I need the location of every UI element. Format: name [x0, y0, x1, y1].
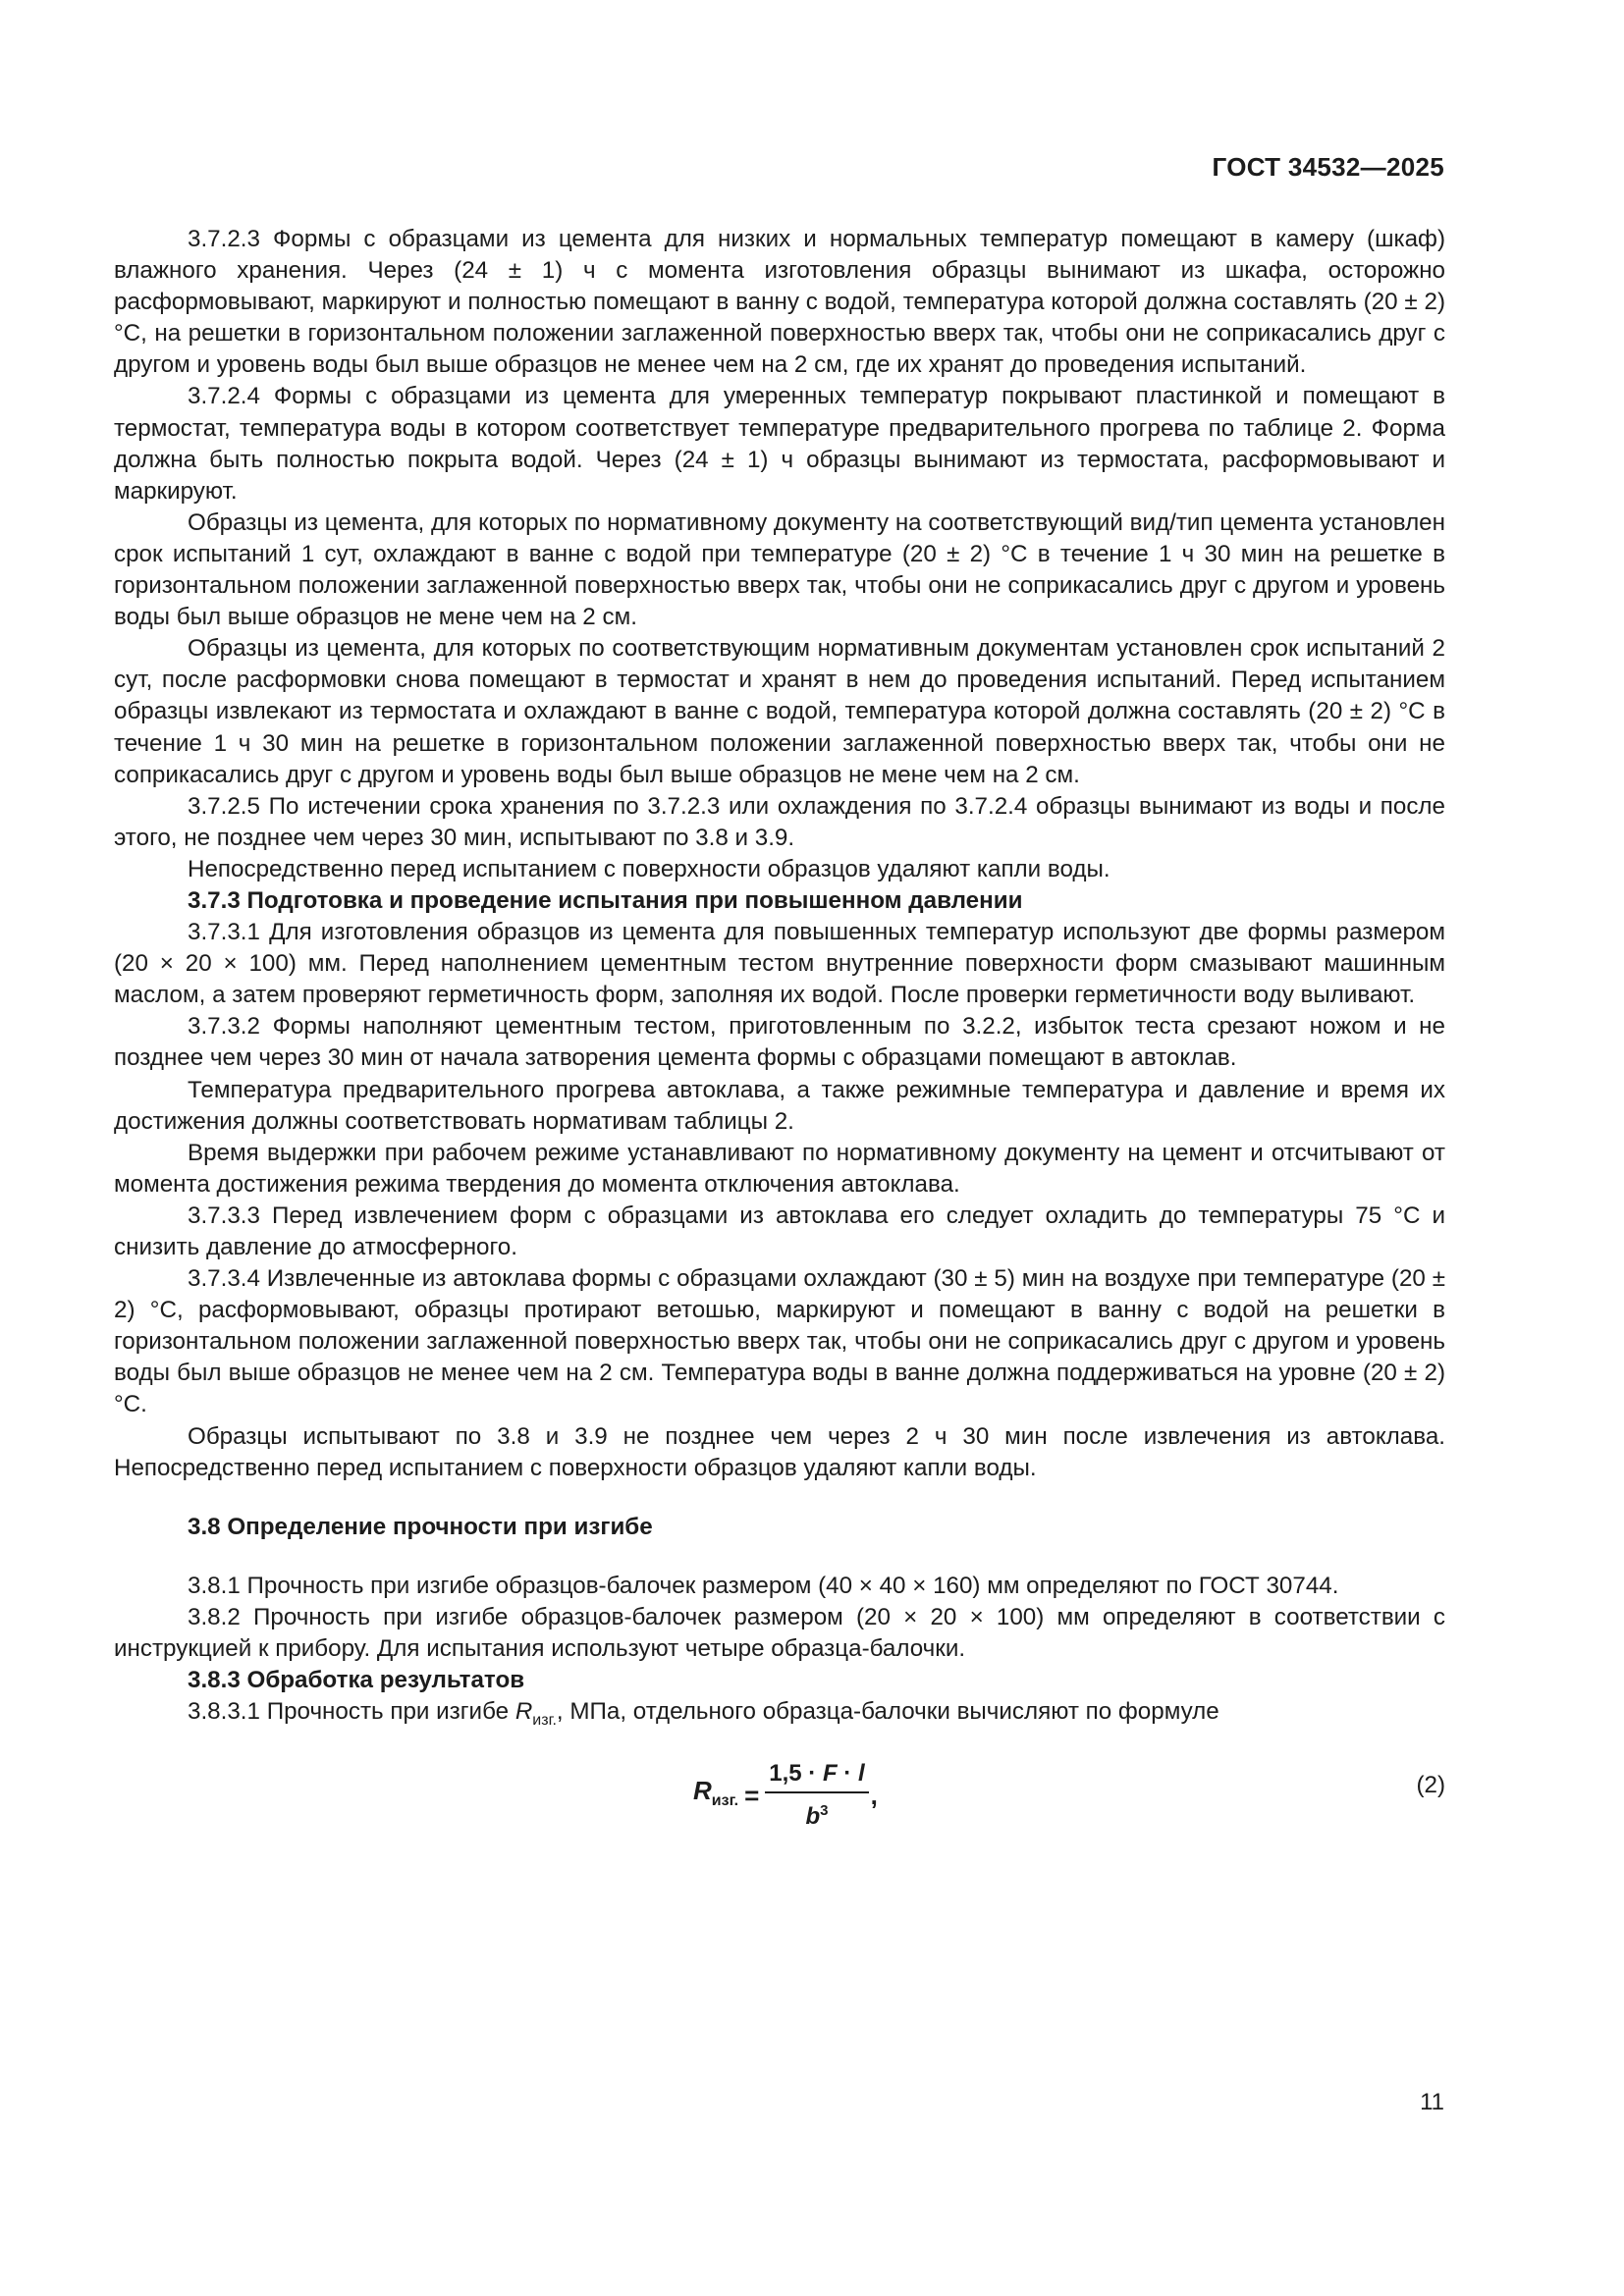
formula-fraction — [765, 1758, 868, 1833]
paragraph: Температура предварительного прогрева автоклава, а также режимные температура и давление и время их достижения должны соответствовать нормативам таблицы 2. — [114, 1076, 1445, 1135]
paragraph-3-7-3-4: 3.7.3.4 Извлеченные из автоклава формы с образцами охлаждают (30 ± 5) мин на воздухе при температуре (20 ± 2) °С, расформовывают, образцы протирают ветошью, маркируют и помещают в ванну с водой на решетки в горизонтальном положении заглаженной поверхностью вверх так, чтобы они не соприкасались друг с другом и уровень воды был выше образцов не менее чем на 2 см. Температура воды в ванне должна поддерживаться на уровне (20 ± 2) °С. — [114, 1265, 1445, 1418]
paragraph-3-7-2-5: 3.7.2.5 По истечении срока хранения по 3.7.2.3 или охлаждения по 3.7.2.4 образцы вынимают из воды и после этого, не позднее чем через 30 мин, испытывают по 3.8 и 3.9. — [114, 792, 1445, 851]
formula-lhs-sub: изг. — [711, 1791, 739, 1809]
equation-number: (2) — [1416, 1772, 1445, 1799]
numerator-l: l — [857, 1760, 865, 1788]
paragraph-3-8-3-1 — [114, 1696, 1445, 1736]
denominator-b: b — [805, 1803, 821, 1831]
section-heading-3-8: 3.8 Определение прочности при изгибе — [188, 1513, 653, 1540]
document-body — [114, 224, 1445, 1852]
paragraph-3-8-1: 3.8.1 Прочность при изгибе образцов-балочек размером (40 × 40 × 160) мм определяют по ГОСТ 30744. — [188, 1572, 1339, 1599]
paragraph-3-7-2-4: 3.7.2.4 Формы с образцами из цемента для умеренных температур покрывают пластинкой и помещают в термостат, температура воды в котором соответствует температуре предварительного прогрева по таблице 2. Форма должна быть полностью покрыта водой. Через (24 ± 1) ч образцы вынимают из термостата, расформовывают и маркируют. — [114, 383, 1445, 505]
formula-lhs-var: R — [693, 1775, 712, 1805]
numerator-f: F — [822, 1760, 838, 1788]
paragraph-3-7-3-2: 3.7.3.2 Формы наполняют цементным тестом, приготовленным по 3.2.2, избыток теста срезают ножом и не позднее чем через 30 мин от начала затворения цемента формы с образцами помещают в автоклав. — [114, 1013, 1445, 1072]
paragraph: Время выдержки при рабочем режиме устанавливают по нормативному документу на цемент и отсчитывают от момента достижения режима твердения до момента отключения автоклава. — [114, 1139, 1445, 1198]
formula-denominator — [805, 1793, 828, 1833]
numerator-dot: · — [837, 1760, 858, 1788]
denominator-exponent: 3 — [820, 1802, 829, 1820]
page-number: 11 — [1420, 2089, 1444, 2115]
formula-numerator — [765, 1758, 868, 1793]
section-heading-3-7-3: 3.7.3 Подготовка и проведение испытания при повышенном давлении — [188, 886, 1023, 914]
paragraph-3-7-3-1: 3.7.3.1 Для изготовления образцов из цемента для повышенных температур используют две формы размером (20 × 20 × 100) мм. Перед наполнением цементным тестом внутренние поверхности форм смазывают машинным маслом, а затем проверяют герметичность форм, заполняя их водой. После проверки герметичности воду выливают. — [114, 919, 1445, 1009]
paragraph: Образцы из цемента, для которых по нормативному документу на соответствующий вид/тип цемента установлен срок испытаний 1 сут, охлаждают в ванне с водой при температуре (20 ± 2) °С в течение 1 ч 30 мин на решетке в горизонтальном положении заглаженной поверхностью вверх так, чтобы они не соприкасались друг с другом и уровень воды был выше образцов не мене чем на 2 см. — [114, 508, 1445, 631]
text-run: 3.8.3.1 Прочность при изгибе — [188, 1698, 515, 1726]
paragraph-3-7-3-3: 3.7.3.3 Перед извлечением форм с образцами из автоклава его следует охладить до температуры 75 °С и снизить давление до атмосферного. — [114, 1201, 1445, 1260]
formula-lhs — [693, 1775, 738, 1817]
formula-2 — [693, 1758, 878, 1833]
text-run: , МПа, отдельного образца-балочки вычисляют по формуле — [556, 1698, 1219, 1726]
paragraph-3-7-2-3: 3.7.2.3 Формы с образцами из цемента для низких и нормальных температур помещают в камеру (шкаф) влажного хранения. Через (24 ± 1) ч с момента изготовления образцы вынимают из шкафа, осторожно расформовывают, маркируют и полностью помещают в ванну с водой, температура которой должна составлять (20 ± 2) °С, на решетки в горизонтальном положении заглаженной поверхностью вверх так, чтобы они не соприкасались друг с другом и уровень воды был выше образцов не менее чем на 2 см, где их хранят до проведения испытаний. — [114, 226, 1445, 379]
numerator-coef: 1,5 · — [769, 1760, 823, 1788]
variable-r: R — [514, 1698, 533, 1726]
variable-subscript: изг. — [532, 1712, 557, 1730]
formula-comma: , — [870, 1781, 878, 1811]
paragraph: Образцы из цемента, для которых по соответствующим нормативным документам установлен срок испытаний 2 сут, после расформовки снова помещают в термостат и хранят в нем до проведения испытаний. Перед испытанием образцы извлекают из термостата и охлаждают в ванне с водой, температура которой должна составлять (20 ± 2) °С в течение 1 ч 30 мин на решетке в горизонтальном положении заглаженной поверхностью вверх так, чтобы они не соприкасались друг с другом и уровень воды был выше образцов не мене чем на 2 см. — [114, 635, 1445, 788]
document-id-header: ГОСТ 34532—2025 — [1212, 152, 1444, 182]
formula-equals: = — [744, 1781, 760, 1811]
paragraph: Образцы испытывают по 3.8 и 3.9 не позднее чем через 2 ч 30 мин после извлечения из автоклава. Непосредственно перед испытанием с поверхности образцов удаляют капли воды. — [114, 1422, 1445, 1481]
paragraph-3-8-2: 3.8.2 Прочность при изгибе образцов-балочек размером (20 × 20 × 100) мм определяют в соответствии с инструкцией к прибору. Для испытания используют четыре образца-балочки. — [114, 1603, 1445, 1663]
section-heading-3-8-3: 3.8.3 Обработка результатов — [188, 1667, 525, 1694]
formula-row — [114, 1742, 1445, 1852]
paragraph: Непосредственно перед испытанием с поверхности образцов удаляют капли воды. — [188, 855, 1110, 882]
